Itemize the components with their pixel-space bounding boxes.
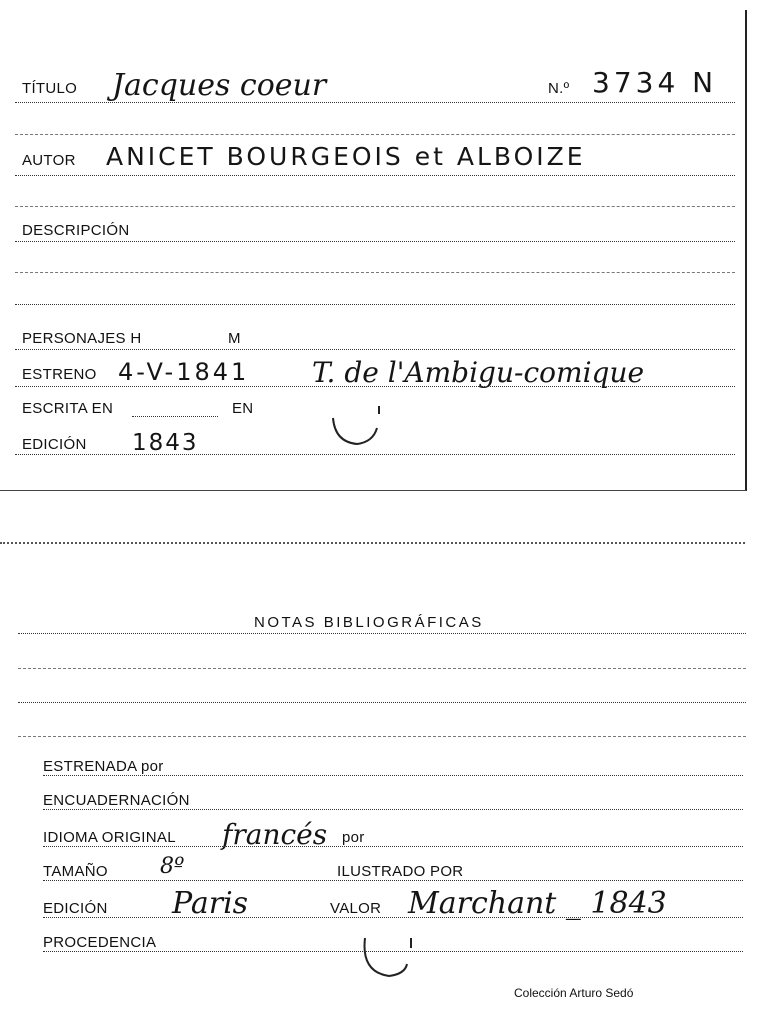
edicion-line bbox=[15, 454, 735, 455]
idioma-label: IDIOMA ORIGINAL bbox=[43, 829, 176, 846]
numero-value: 3734 N bbox=[592, 66, 718, 99]
procedencia-label: PROCEDENCIA bbox=[43, 934, 157, 951]
stamp-mark bbox=[325, 400, 385, 450]
estrenada-label: ESTRENADA por bbox=[43, 758, 164, 775]
catalog-card-top bbox=[0, 10, 747, 491]
catalog-card-bottom bbox=[0, 542, 745, 1024]
edicion2-value: Paris bbox=[172, 886, 249, 921]
tamano-label: TAMAÑO bbox=[43, 863, 108, 880]
escrita-blank bbox=[132, 416, 218, 417]
edicion-label: EDICIÓN bbox=[22, 436, 87, 453]
notas-title: NOTAS BIBLIOGRÁFICAS bbox=[254, 614, 484, 631]
autor-label: AUTOR bbox=[22, 152, 76, 169]
escrita-en-label: EN bbox=[232, 400, 254, 417]
edicion-value: 1843 bbox=[132, 430, 199, 456]
rule-line bbox=[15, 134, 735, 135]
titulo-value: Jacques coeur bbox=[112, 68, 327, 103]
rule-line bbox=[15, 272, 735, 273]
descripcion-line-2 bbox=[15, 304, 735, 305]
collection-credit: Colección Arturo Sedó bbox=[514, 986, 634, 1000]
descripcion-label: DESCRIPCIÓN bbox=[22, 222, 130, 239]
edicion2-line bbox=[43, 917, 743, 918]
idioma-value: francés bbox=[222, 818, 328, 851]
titulo-label: TÍTULO bbox=[22, 80, 78, 97]
estrenada-line bbox=[43, 775, 743, 776]
estreno-line bbox=[15, 386, 735, 387]
escrita-label: ESCRITA EN bbox=[22, 400, 114, 417]
encuadernacion-line bbox=[43, 809, 743, 810]
estreno-label: ESTRENO bbox=[22, 366, 97, 383]
rule-line bbox=[15, 206, 735, 207]
titulo-line bbox=[15, 102, 735, 103]
edicion2-label: EDICIÓN bbox=[43, 900, 108, 917]
autor-value: ANICET BOURGEOIS et ALBOIZE bbox=[106, 142, 586, 171]
personajes-line bbox=[15, 349, 735, 350]
autor-line bbox=[15, 175, 735, 176]
estreno-date: 4-V-1841 bbox=[118, 358, 250, 386]
notes-line bbox=[18, 736, 746, 737]
estreno-place: T. de l'Ambigu-comique bbox=[312, 356, 645, 389]
descripcion-line bbox=[15, 241, 735, 242]
tamano-line bbox=[43, 880, 743, 881]
valor-value: Marchant _ 1843 bbox=[408, 886, 667, 921]
notes-line bbox=[18, 633, 746, 634]
numero-label: N.º bbox=[548, 80, 570, 97]
tamano-value: 8º bbox=[160, 854, 185, 879]
ilustrado-label: ILUSTRADO POR bbox=[337, 863, 464, 880]
notes-line bbox=[18, 702, 746, 703]
idioma-line bbox=[43, 846, 743, 847]
valor-label: VALOR bbox=[330, 900, 382, 917]
personajes-m-label: M bbox=[228, 330, 241, 347]
personajes-label: PERSONAJES H bbox=[22, 330, 142, 347]
stamp-mark bbox=[355, 924, 417, 982]
encuadernacion-label: ENCUADERNACIÓN bbox=[43, 792, 190, 809]
idioma-por-label: por bbox=[342, 829, 365, 846]
notes-line bbox=[18, 668, 746, 669]
